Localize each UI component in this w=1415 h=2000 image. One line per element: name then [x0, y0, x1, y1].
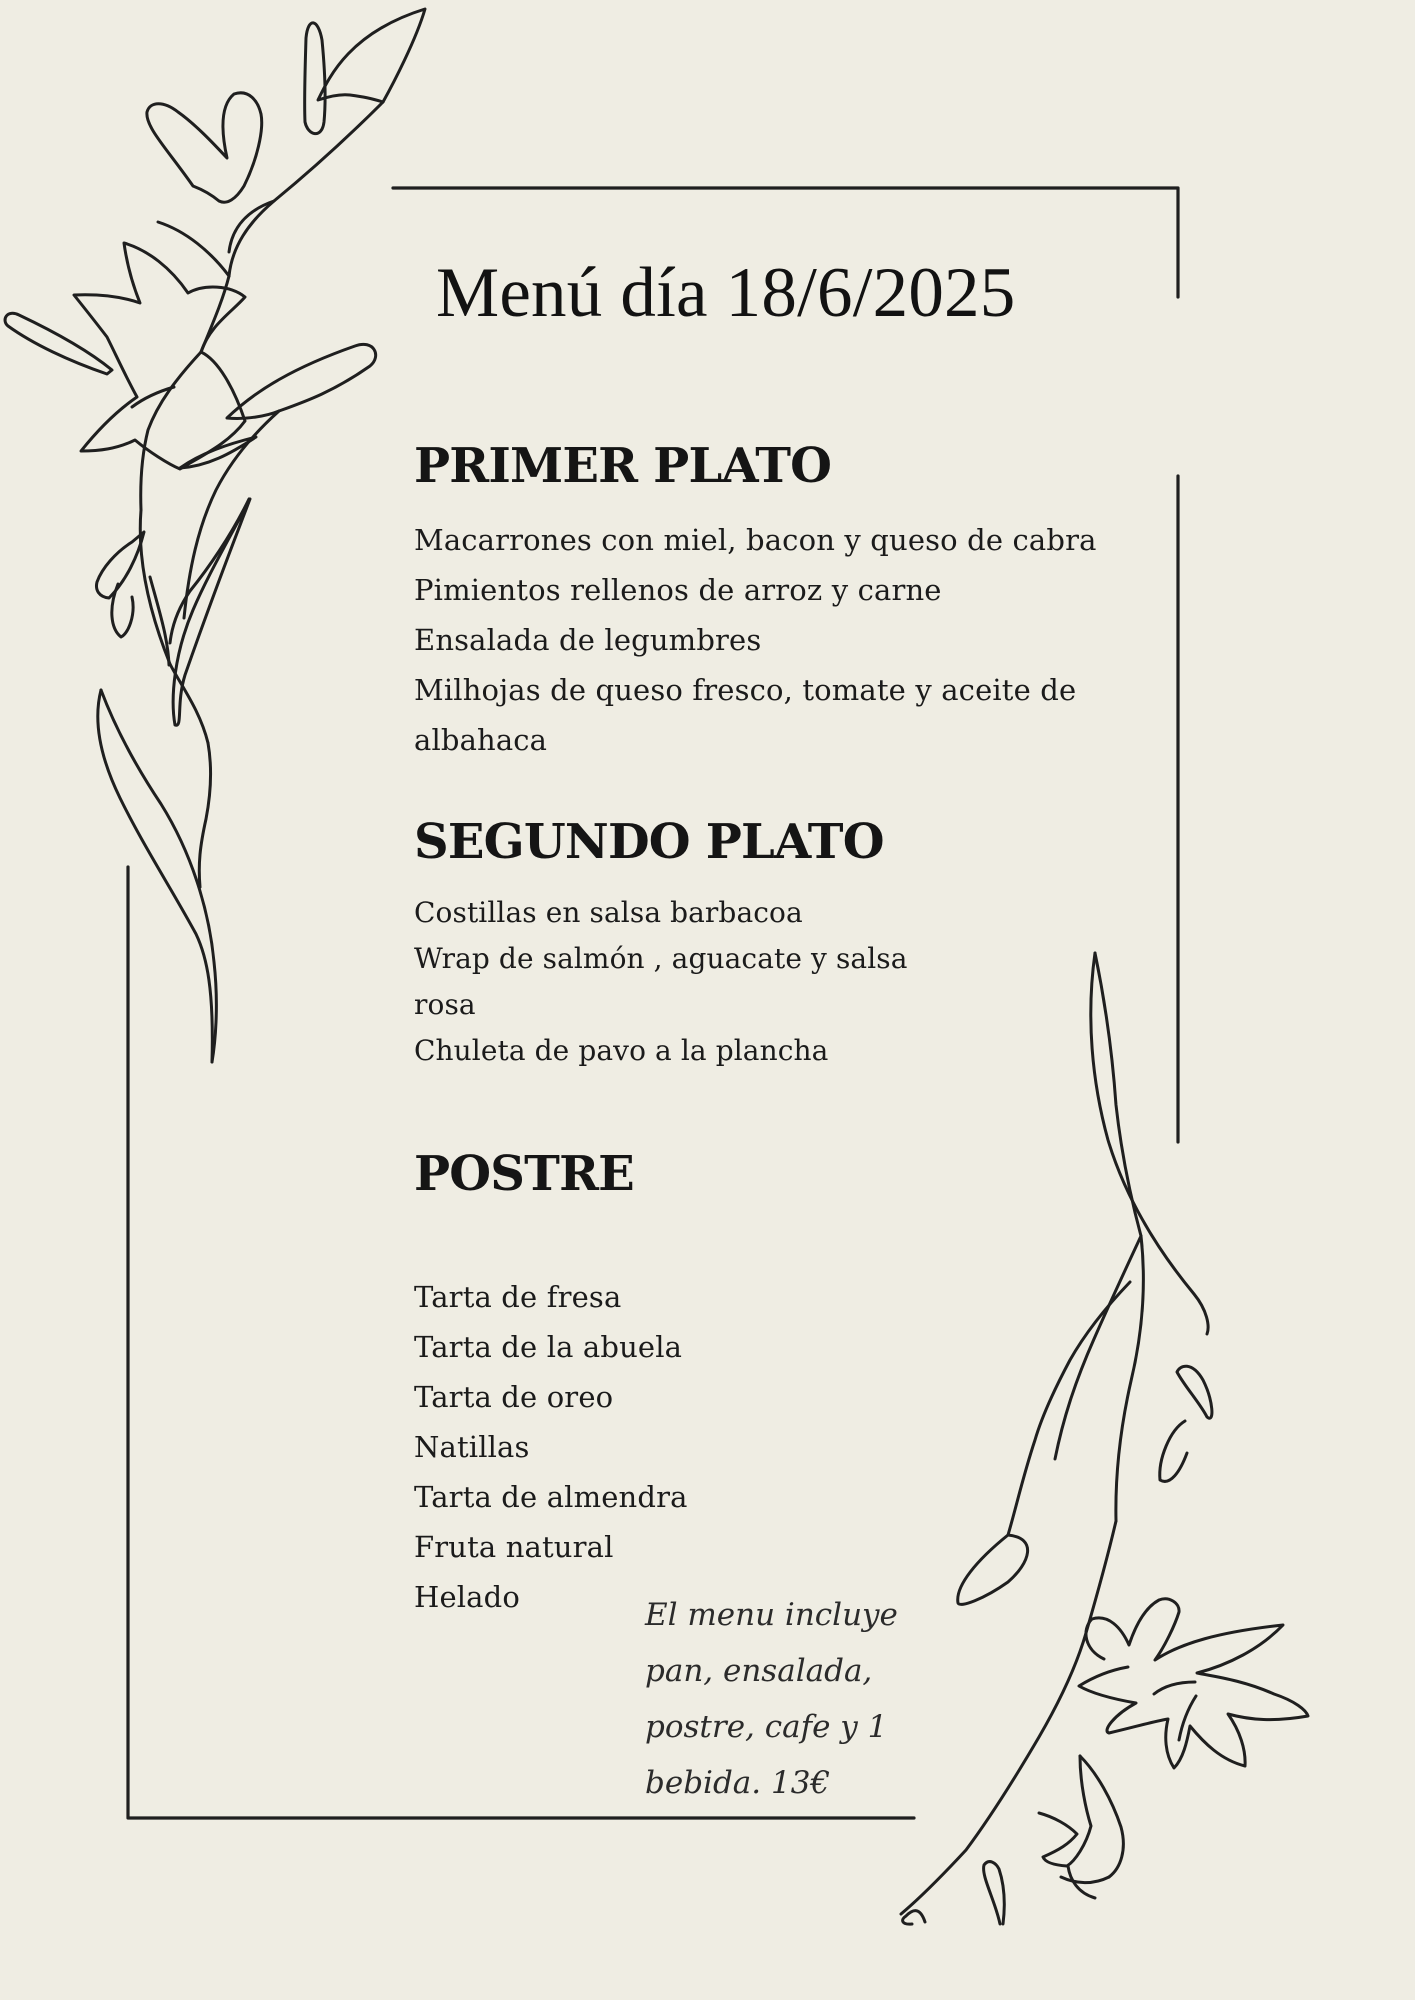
list-item: Tarta de la abuela — [414, 1330, 683, 1364]
note-line: El menu incluye — [645, 1597, 898, 1633]
top-left-floral-branch-icon — [5, 9, 425, 1062]
note-line: pan, ensalada, — [645, 1653, 873, 1689]
list-item: Tarta de fresa — [414, 1280, 622, 1314]
segundo-plato-heading: SEGUNDO PLATO — [414, 814, 884, 870]
list-item: Macarrones con miel, bacon y queso de cabra — [414, 523, 1097, 557]
list-item: Pimientos rellenos de arroz y carne — [414, 573, 942, 607]
list-item: Costillas en salsa barbacoa — [414, 896, 803, 929]
list-item: Ensalada de legumbres — [414, 623, 762, 657]
list-item: albahaca — [414, 723, 548, 757]
list-item: Milhojas de queso fresco, tomate y aceite de — [414, 673, 1077, 707]
primer-plato-list — [414, 515, 1097, 765]
note-line: postre, cafe y 1 — [645, 1709, 888, 1745]
note-line: bebida. 13€ — [645, 1765, 831, 1801]
list-item: rosa — [414, 988, 476, 1021]
list-item: Chuleta de pavo a la plancha — [414, 1034, 829, 1067]
menu-includes-note — [645, 1587, 945, 1811]
list-item: Tarta de almendra — [414, 1480, 688, 1514]
postre-list — [414, 1272, 774, 1622]
list-item: Fruta natural — [414, 1530, 614, 1564]
list-item: Wrap de salmón , aguacate y salsa — [414, 942, 908, 975]
menu-title: Menú día 18/6/2025 — [436, 254, 1016, 332]
segundo-plato-list — [414, 890, 934, 1074]
list-item: Tarta de oreo — [414, 1380, 614, 1414]
bottom-right-floral-branch-icon — [901, 953, 1308, 1924]
postre-heading: POSTRE — [414, 1146, 634, 1202]
list-item: Helado — [414, 1580, 520, 1614]
list-item: Natillas — [414, 1430, 530, 1464]
primer-plato-heading: PRIMER PLATO — [414, 438, 832, 494]
